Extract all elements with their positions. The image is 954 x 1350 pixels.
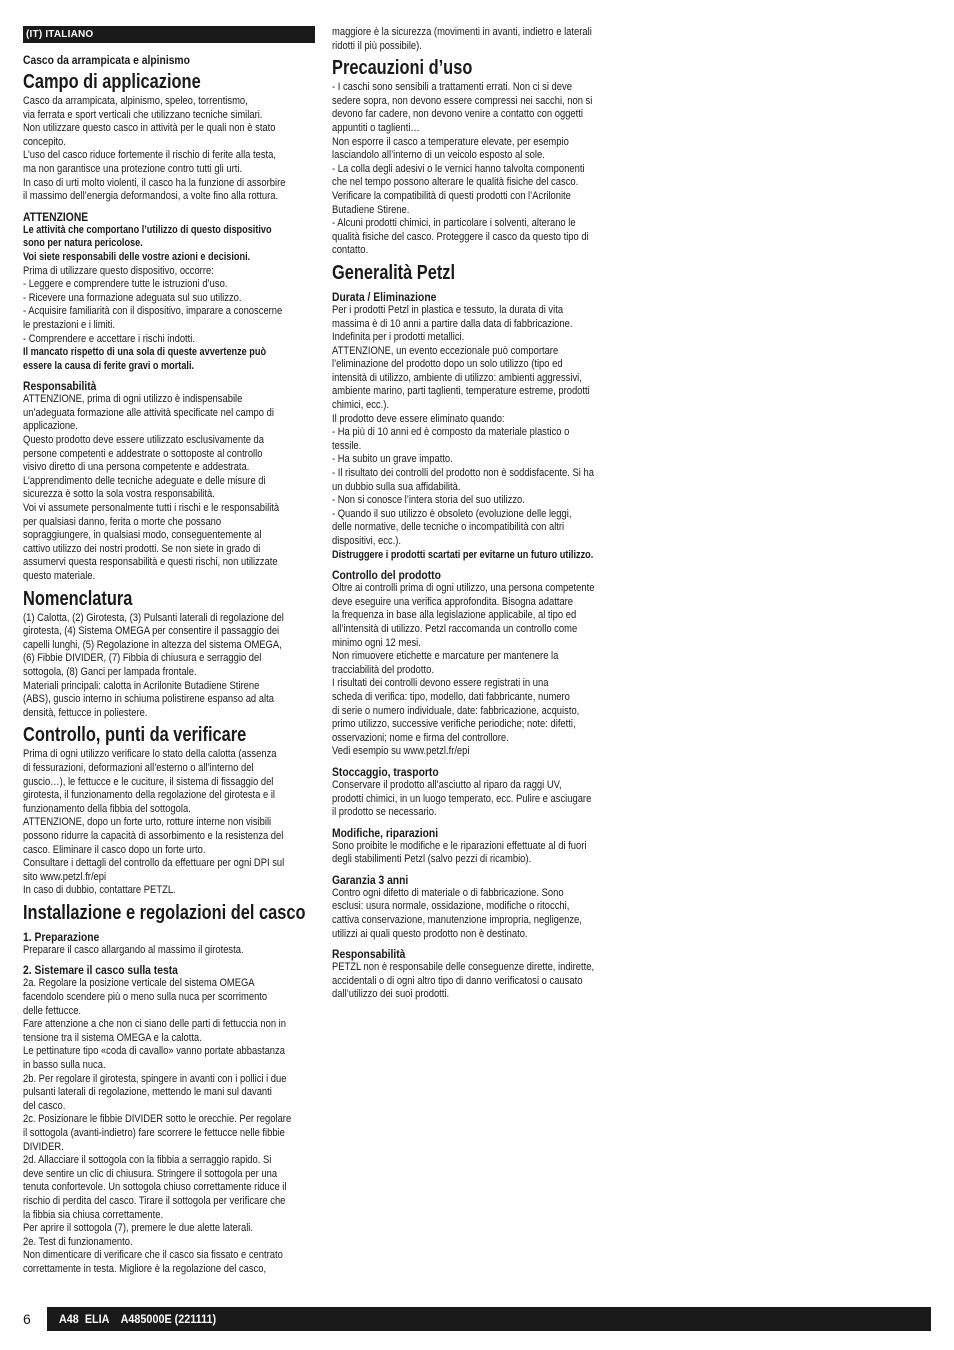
footer-bar <box>47 1307 931 1331</box>
garanzia-heading: Garanzia 3 anni <box>332 872 409 887</box>
nomenclatura-text: (1) Calotta, (2) Girotesta, (3) Pulsanti laterali di regolazione del girotesta, (4) Sistema OMEGA per consentire il passaggio dei capelli lunghi, (5) Regolazione in altezza del sistema OMEGA, (6) Fibbie DIVIDER, (7) Fibbia di chiusura e serraggio del sottogola, (8) Ganci per lampada frontale. Materiali principali: calotta in Acrilonite Butadiene Stirene (ABS), guscio interno in schiuma polistirene espanso ad alta densità, fettucce in poliestere. <box>23 611 284 719</box>
section-title-precauzioni: Precauzioni d’uso <box>332 57 473 80</box>
modifiche-heading: Modifiche, riparazioni <box>332 825 439 840</box>
controllo-text: Prima di ogni utilizzo verificare lo stato della calotta (assenza di fessurazioni, deformazioni all’esterno o all’interno del guscio…), le fettucce e le cuciture, il sistema di fissaggio del girotesta, il funzionamento della regolazione del girotesta e il funzionamento della fibbia del sottogola. ATTENZIONE, dopo un forte urto, rotture interne non visibili possono ridurre la capacità di assorbimento e la resistenza del casco. Eliminare il casco dopo un forte urto. Consultare i dettagli del controllo da effettuare per ogni DPI sul sito www.petzl.fr/epi In caso di dubbio, contattare PETZL. <box>23 748 285 897</box>
precauzioni-text: - I caschi sono sensibili a trattamenti errati. Non ci si deve sedere sopra, non devono essere compressi nei sacchi, non si devono far cadere, non devono venire a contatto con oggetti appuntiti o taglienti… Non esporre il casco a temperature elevate, per esempio lasciandolo all’interno di un veicolo esposto al sole. - La colla degli adesivi o le vernici hanno talvolta componenti che nel tempo possono alterare le qualità fisiche del casco. Verificare la compatibilità di questi prodotti con l’Acrilonite Butadiene Stirene. - Alcuni prodotti chimici, in particolare i solventi, alterano le qualità fisiche del casco. Proteggere il casco da questo tipo di contatto. <box>332 81 593 257</box>
stoccaggio-heading: Stoccaggio, trasporto <box>332 764 439 779</box>
right-column <box>332 26 624 1002</box>
attenzione-bold-2: Il mancato rispetto di una sola di queste avvertenze può essere la causa di ferite gravi o mortali. <box>23 346 267 372</box>
responsabilita-heading: Responsabilità <box>23 379 97 394</box>
controllo-prodotto-text: Oltre ai controlli prima di ogni utilizzo, una persona competente deve eseguire una verifica approfondita. Bisogna adattare la frequenza in base alla legislazione applicabile, al tipo ed all’intensità di utilizzo. Petzl raccomanda un controllo come minimo ogni 12 mesi. Non rimuovere etichette e marcature per mantenere la tracciabilità del prodotto. I risultati dei controlli devono essere registrati in una scheda di verifica: tipo, modello, dati fabbricante, numero di serie o numero individuale, date: fabbricazione, acquisto, primo utilizzo, successive verifiche periodiche; note: difetti, osservazioni; nome e firma del controllore. Vedi esempio su www.petzl.fr/epi <box>332 582 595 758</box>
preparazione-heading: 1. Preparazione <box>23 929 100 944</box>
preparazione-text: Preparare il casco allargando al massimo il girotesta. <box>23 943 244 956</box>
section-title-installazione: Installazione e regolazioni del casco <box>23 901 306 924</box>
responsabilita-petzl-text: PETZL non è responsabile delle conseguenze dirette, indirette, accidentali o di ogni altro tipo di danno verificatosi o causato dall’utilizzo dei suoi prodotti. <box>332 961 595 1001</box>
page-footer <box>0 1306 954 1332</box>
page-number: 6 <box>23 1311 31 1327</box>
attenzione-bold-1: Le attività che comportano l’utilizzo di questo dispositivo sono per natura pericolose. Voi siete responsabili delle vostre azioni e decisioni. <box>23 223 272 263</box>
section-title-campo: Campo di applicazione <box>23 71 201 93</box>
durata-heading: Durata / Eliminazione <box>332 289 437 304</box>
durata-bold: Distruggere i prodotti scartati per evitarne un futuro utilizzo. <box>332 548 594 561</box>
continued-text: maggiore è la sicurezza (movimenti in avanti, indietro e laterali ridotti il più possibile). <box>332 26 592 52</box>
modifiche-text: Sono proibite le modifiche e le riparazioni effettuate al di fuori degli stabilimenti Petzl (salvo pezzi di ricambio). <box>332 839 587 866</box>
section-title-nomenclatura: Nomenclatura <box>23 587 133 610</box>
responsabilita-text: ATTENZIONE, prima di ogni utilizzo è indispensabile un’adeguata formazione alle attività specificate nel campo di applicazione. Questo prodotto deve essere utilizzato esclusivamente da persone competenti e addestrate o sottoposte al controllo visivo diretto di una persona competente e addestrata. L’apprendimento delle tecniche adeguate e delle misure di sicurezza è sotto la sola vostra responsabilità. Voi vi assumete personalmente tutti i rischi e le responsabilità per qualsiasi danno, ferita o morte che possano sopraggiungere, in qualsiasi modo, conseguentemente al cattivo utilizzo dei nostri prodotti. Se non siete in grado di assumervi questa responsabilità e questi rischi, non utilizzate questo materiale. <box>23 393 280 582</box>
attenzione-heading: ATTENZIONE <box>23 209 89 224</box>
sistemare-heading: 2. Sistemare il casco sulla testa <box>23 963 178 978</box>
sistemare-text: 2a. Regolare la posizione verticale del sistema OMEGA facendolo scendere più o meno sulla nuca per scorrimento delle fettucce. Fare attenzione a che non ci siano delle parti di fettuccia non in tensione tra il sistema OMEGA e la calotta. Le pettinature tipo «coda di cavallo» vanno portate abbastanza in basso sulla nuca. 2b. Per regolare il girotesta, spingere in avanti con i pollici i due pulsanti laterali di regolazione, mettendo le mani sul davanti del casco. 2c. Posizionare le fibbie DIVIDER sotto le orecchie. Per regolare il sottogola (avanti-indietro) fare scorrere le fettucce nelle fibbie DIVIDER. 2d. Allacciare il sottogola con la fibbia a serraggio rapido. Si deve sentire un clic di chiusura. Stringere il sottogola per una tenuta confortevole. Un sottogola chiuso correttamente riduce il rischio di perdita del casco. Tirare il sottogola per verificare che la fibbia sia chiusa correttamente. Per aprire il sottogola (7), premere le due alette laterali. 2e. Test di funzionamento. Non dimenticare di verificare che il casco sia fissato e centrato correttamente in testa. Migliore è la regolazione del casco, <box>23 977 292 1275</box>
language-label: (IT) ITALIANO <box>23 26 315 43</box>
attenzione-text: Prima di utilizzare questo dispositivo, occorre: - Leggere e comprendere tutte le istruzioni d’uso. - Ricevere una formazione adeguata sul suo utilizzo. - Acquisire familiarità con il dispositivo, imparare a conoscerne le prestazioni e i limiti. - Comprendere e accettare i rischi indotti. <box>23 264 283 345</box>
durata-text: Per i prodotti Petzl in plastica e tessuto, la durata di vita massima è di 10 anni a partire dalla data di fabbricazione. Indefinita per i prodotti metallici. ATTENZIONE, un evento eccezionale può comportare l’eliminazione del prodotto dopo un solo utilizzo (tipo ed intensità di utilizzo, ambiente di utilizzo: ambienti aggressivi, ambiente marino, parti taglienti, temperature estreme, prodotti chimici, ecc.). Il prodotto deve essere eliminato quando: - Ha più di 10 anni ed è composto da materiale plastico o tessile. - Ha subito un grave impatto. - Il risultato dei controlli del prodotto non è soddisfacente. Si ha un dubbio sulla sua affidabilità. - Non si conosce l’intera storia del suo utilizzo. - Quando il suo utilizzo è obsoleto (evoluzione delle leggi, delle normative, delle tecniche o incompatibilità con altri dispositivi, ecc.). <box>332 303 594 547</box>
section-title-controllo: Controllo, punti da verificare <box>23 724 247 747</box>
campo-text: Casco da arrampicata, alpinismo, speleo, torrentismo, via ferrata e sport verticali che utilizzano tecniche similari. Non utilizzare questo casco in attività per le quali non è stato concepito. L’uso del casco riduce fortemente il rischio di ferite alla testa, ma non garantisce una protezione contro tutti gli urti. In caso di urti molto violenti, il casco ha la funzione di assorbire il massimo dell’energia deformandosi, a volte fino alla rottura. <box>23 95 286 203</box>
section-title-generalita: Generalità Petzl <box>332 261 456 284</box>
controllo-prodotto-heading: Controllo del prodotto <box>332 568 441 583</box>
product-reference: A48 ELIA A485000E (221111) <box>59 1312 217 1326</box>
responsabilita-petzl-heading: Responsabilità <box>332 947 406 962</box>
garanzia-text: Contro ogni difetto di materiale o di fabbricazione. Sono esclusi: usura normale, ossidazione, modifiche o ritocchi, cattiva conservazione, manutenzione impropria, negligenze, utilizzi ai quali questo prodotto non è destinato. <box>332 886 582 940</box>
document-subtitle: Casco da arrampicata e alpinismo <box>23 53 190 67</box>
left-column <box>23 26 315 1277</box>
stoccaggio-text: Conservare il prodotto all’asciutto al riparo da raggi UV, prodotti chimici, in un luogo temperato, ecc. Pulire e asciugare il prodotto se necessario. <box>332 778 592 819</box>
